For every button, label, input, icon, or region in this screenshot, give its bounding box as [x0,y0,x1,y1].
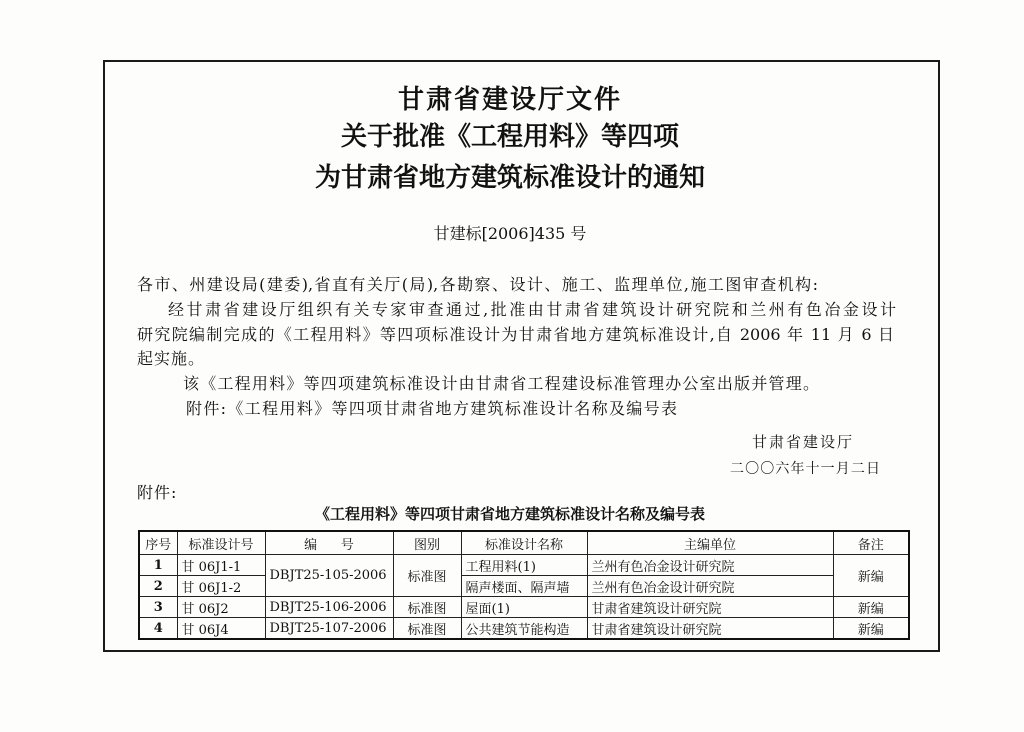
row-code: 甘 06J4 [177,618,265,640]
table-header-row [139,531,909,555]
table-row [139,597,909,618]
document-title-line-1: 甘肃省建设厅文件 [397,85,622,115]
row-remark: 新编 [833,618,909,640]
column-header-remark: 备注 [833,531,909,555]
row-number: DBJT25-106-2006 [265,597,393,618]
row-code: 甘 06J1-2 [177,576,265,597]
row-name: 工程用料(1) [461,555,587,576]
document-title-line-2: 关于批准《工程用料》等四项 [340,122,679,152]
row-code: 甘 06J1-1 [177,555,265,576]
paragraph-1-line-1: 经甘肃省建设厅组织有关专家审查通过,批准由甘肃省建筑设计研究院和兰州有色冶金设计 [168,300,896,319]
document-number: 甘建标[2006]435 号 [433,224,587,243]
document-title-line-3: 为甘肃省地方建筑标准设计的通知 [314,163,705,193]
column-header-category: 图别 [393,531,461,555]
attachment-note: 附件:《工程用料》等四项甘肃省地方建筑标准设计名称及编号表 [186,399,677,418]
row-category: 标准图 [393,597,461,618]
salutation: 各市、州建设局(建委),省直有关厅(局),各勘察、设计、施工、监理单位,施工图审查机构: [137,275,818,294]
row-editor: 兰州有色冶金设计研究院 [587,555,833,576]
row-number: DBJT25-107-2006 [265,618,393,640]
column-header-editor: 主编单位 [587,531,833,555]
row-no: 1 [139,555,177,576]
paragraph-1-line-3: 起实施。 [137,349,206,368]
table-title: 《工程用料》等四项甘肃省地方建筑标准设计名称及编号表 [314,505,705,523]
issue-date: 二〇〇六年十一月二日 [730,461,880,477]
row-remark: 新编 [833,597,909,618]
row-editor: 兰州有色冶金设计研究院 [587,576,833,597]
row-editor: 甘肃省建筑设计研究院 [587,597,833,618]
row-number: DBJT25-105-2006 [265,555,393,597]
row-name: 隔声楼面、隔声墙 [461,576,587,597]
column-header-number: 编 号 [265,531,393,555]
row-category: 标准图 [393,555,461,597]
column-header-no: 序号 [139,531,177,555]
row-code: 甘 06J2 [177,597,265,618]
row-category: 标准图 [393,618,461,640]
issuer-signature: 甘肃省建设厅 [752,433,852,451]
table-row [139,576,909,597]
column-header-name: 标准设计名称 [461,531,587,555]
row-name: 屋面(1) [461,597,587,618]
column-header-code: 标准设计号 [177,531,265,555]
row-remark: 新编 [833,555,909,597]
row-no: 4 [139,618,177,640]
row-editor: 甘肃省建筑设计研究院 [587,618,833,640]
paragraph-2: 该《工程用料》等四项建筑标准设计由甘肃省工程建设标准管理办公室出版并管理。 [183,374,819,393]
row-name: 公共建筑节能构造 [461,618,587,640]
standards-table [138,530,910,640]
row-no: 2 [139,576,177,597]
paragraph-1-line-2: 研究院编制完成的《工程用料》等四项标准设计为甘肃省地方建筑标准设计,自 2006 年 11 月 6 日 [137,325,894,344]
attachment-label: 附件: [137,483,178,502]
table-row [139,618,909,640]
table-row [139,555,909,576]
row-no: 3 [139,597,177,618]
